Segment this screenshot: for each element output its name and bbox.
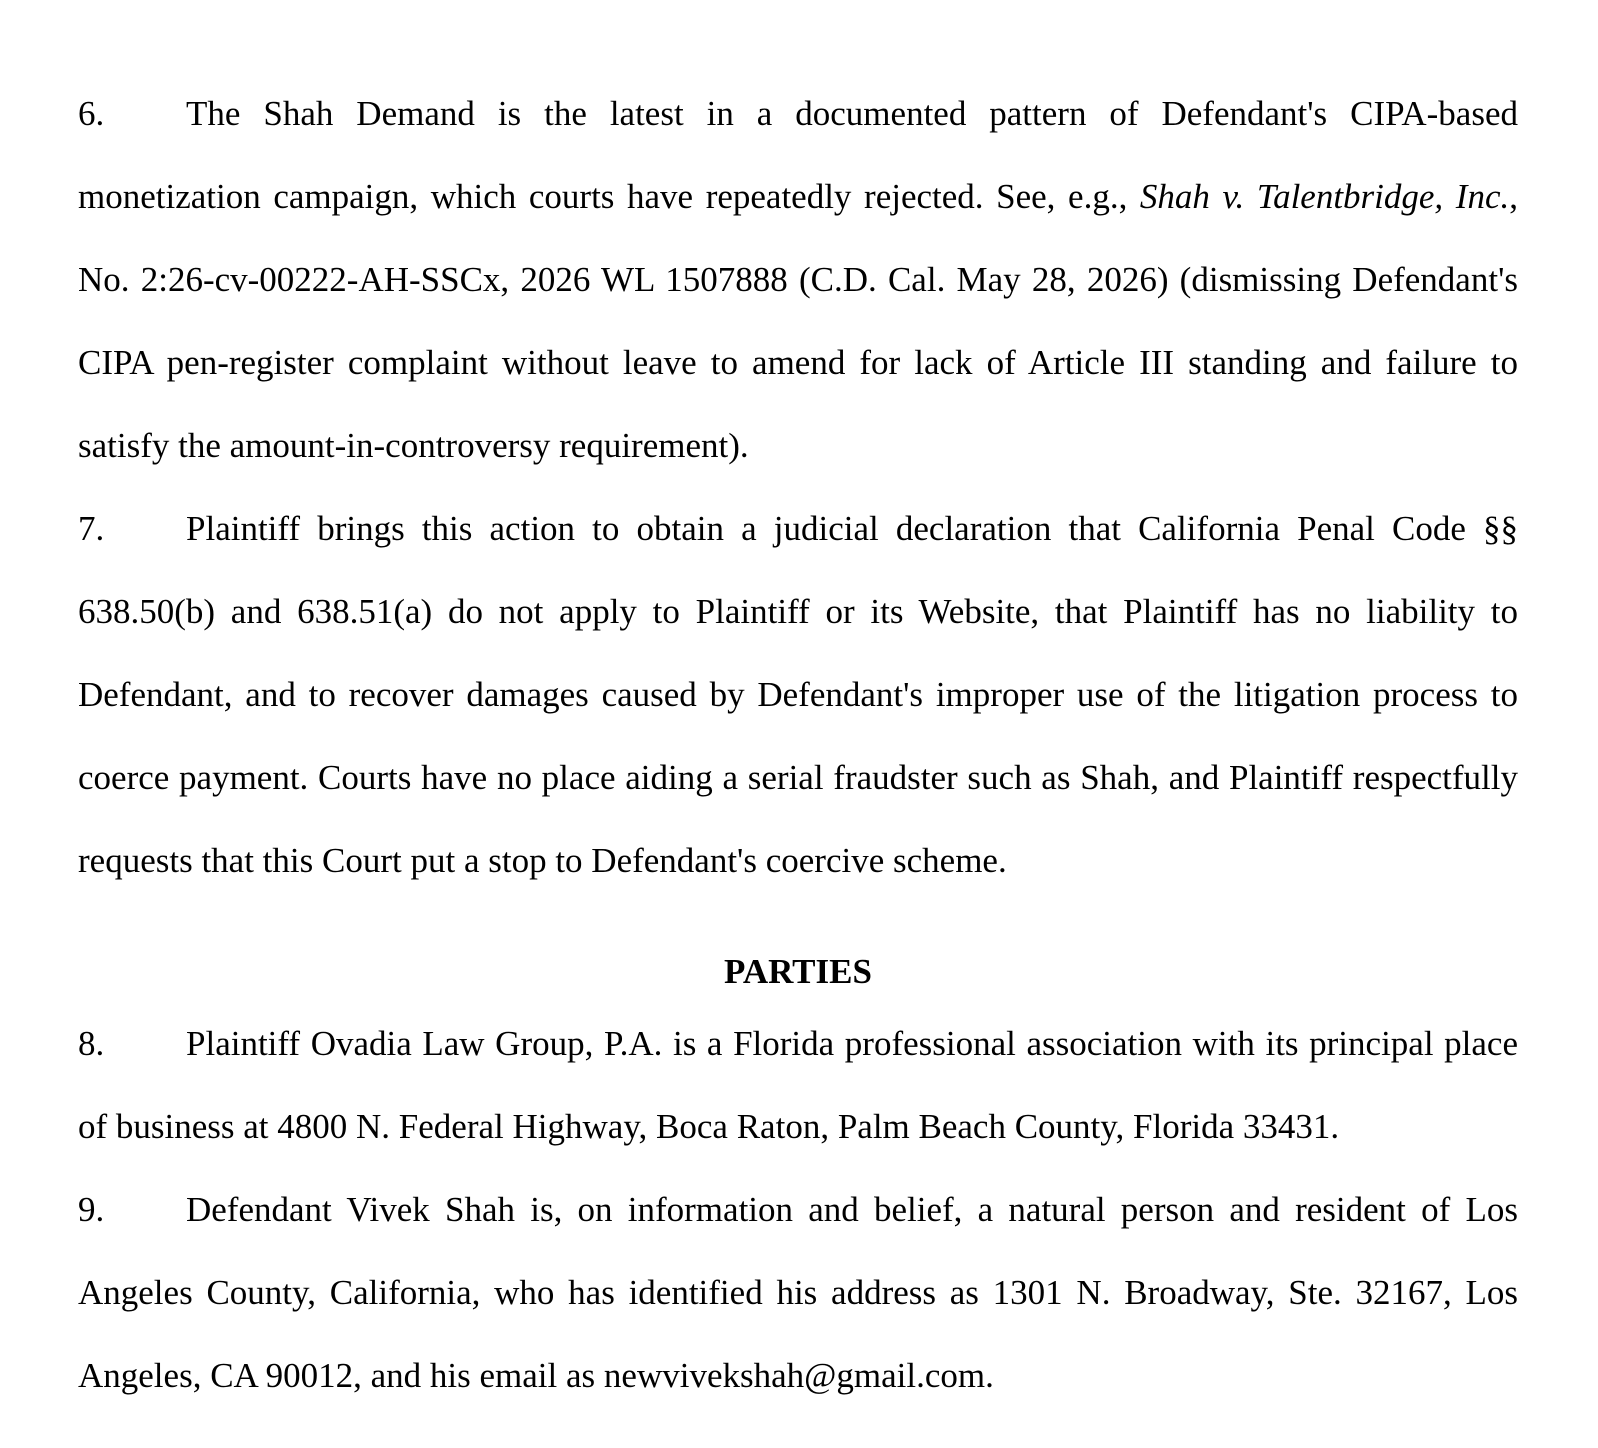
- paragraph-text: The Shah Demand is the latest in a documented pattern of Defendant's CIPA-based monetization campaign, which courts have repeatedly rejected. See, e.g.,: [78, 94, 1518, 216]
- paragraph-6: [78, 72, 1518, 487]
- paragraph-number: 7.: [78, 509, 105, 548]
- paragraph-9: [78, 1168, 1518, 1417]
- paragraph-text: Defendant Vivek Shah is, on information and belief, a natural person and resident of Los Angeles County, California, who has identified his address as 1301 N. Broadway, Ste. 32167, Los Angeles, CA 90012, and his email as newvivekshah@gmail.com.: [78, 1190, 1518, 1395]
- paragraph-8: [78, 1002, 1518, 1168]
- paragraph-number: 8.: [78, 1024, 105, 1063]
- section-heading-parties: PARTIES: [724, 952, 872, 991]
- paragraph-text: Plaintiff brings this action to obtain a judicial declaration that California Penal Code §§ 638.50(b) and 638.51(a) do not apply to Plaintiff or its Website, that Plaintiff has no liability to Defendant, and to recover damages caused by Defendant's improper use of the litigation process to coerce payment. Courts have no place aiding a serial fraudster such as Shah, and Plaintiff respectfully requests that this Court put a stop to Defendant's coercive scheme.: [78, 509, 1518, 880]
- paragraph-text: Plaintiff Ovadia Law Group, P.A. is a Florida professional association with its principal place of business at 4800 N. Federal Highway, Boca Raton, Palm Beach County, Florida 33431.: [78, 1024, 1518, 1146]
- paragraph-number: 6.: [78, 94, 105, 133]
- paragraph-7: [78, 487, 1518, 902]
- paragraph-number: 9.: [78, 1190, 105, 1229]
- paragraph-text-continued: , No. 2:26-cv-00222-AH-SSCx, 2026 WL 1507888 (C.D. Cal. May 28, 2026) (dismissing Defendant's CIPA pen-register complaint without leave to amend for lack of Article III standing and failure to satisfy the amount-in-controversy requirement).: [78, 177, 1518, 465]
- document-page: [78, 72, 1518, 1417]
- case-citation: Shah v. Talentbridge, Inc.: [1139, 177, 1510, 216]
